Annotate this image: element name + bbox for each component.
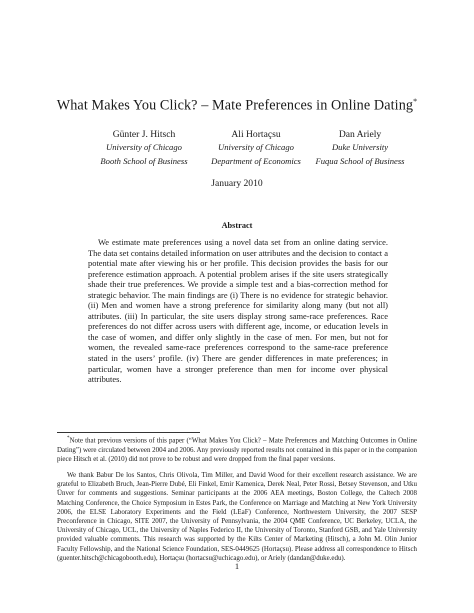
page-number: 1 [234,561,240,571]
footnote-text: Note that previous versions of this paper (“What Makes You Click? – Mate Preferences and Matching Outcomes in Online Dating”) were circulated between 2004 and 2006. Any previously reported results not contained in this paper or in the companion piece Hitsch et al. (2010) did not prove to be robust and were dropped from the final paper versions. [57,436,417,463]
author-name: Günter J. Hitsch [112,129,176,140]
paper-title [0,97,474,115]
paper-date: January 2010 [211,178,263,189]
author-affiliation: University of Chicago [218,142,294,153]
author-affiliation: University of Chicago [106,142,182,153]
abstract-body: We estimate mate preferences using a novel data set from an online dating service. The data set contains detailed information on user attributes and the decision to contact a potential mate after viewing his or her profile. This decision provides the basis for our preference estimation approach. A potential problem arises if the site users strategically shade their true preferences. We provide a simple test and a bias-correction method for strategic behavior. The main findings are (i) There is no evidence for strategic behavior. (ii) Men and women have a strong preference for similarity along many (but not all) attributes. (iii) In particular, the site users display strong same-race preferences. Race preferences do not differ across users with different age, income, or education levels in the case of women, and differ only slightly in the case of men. For men, but not for women, the revealed same-race preferences correspond to the same-race preference stated in the users’ profile. (iv) There are gender differences in mate preferences; in particular, women have a stronger preference than men for income over physical attributes. [88,237,388,385]
abstract-heading: Abstract [221,221,253,230]
author-block-ariely [294,128,426,168]
author-affiliation: Duke University [331,142,389,153]
author-name: Dan Ariely [338,129,382,140]
author-department: Booth School of Business [100,155,188,166]
author-department: Fuqua School of Business [315,155,405,166]
footnote-previous-versions [57,434,417,464]
footnote-rule [57,432,200,433]
author-department: Department of Economics [211,155,301,166]
footnote-mark: * [67,436,70,441]
title-footnote-mark: * [413,97,418,106]
paper-title-text: What Makes You Click? – Mate Preferences in Online Dating [56,97,414,114]
author-name: Ali Hortaçsu [231,129,281,140]
footnote-acknowledgments: We thank Babur De los Santos, Chris Olivola, Tim Miller, and David Wood for their excellent research assistance. We are grateful to Elizabeth Bruch, Jean-Pierre Dubé, Eli Finkel, Emir Kamenica, Derek Neal, Peter Rossi, Betsey Stevenson, and Utku Ünver for comments and suggestions. Seminar participants at the 2006 AEA meetings, Boston College, the Caltech 2008 Matching Conference, the Choice Symposium in Estes Park, the Conference on Marriage and Matching at New York University 2006, the ELSE Laboratory Experiments and the Field (LEaF) Conference, Northwestern University, the 2007 SESP Preconference in Chicago, SITE 2007, the University of Pennsylvania, the 2004 QME Conference, UC Berkeley, UCLA, the University of Chicago, UCL, the University of Naples Federico II, the University of Toronto, Stanford GSB, and Yale University provided valuable comments. This research was supported by the Kilts Center of Marketing (Hitsch), a John M. Olin Junior Faculty Fellowship, and the National Science Foundation, SES-0449625 (Hortaçsu). Please address all correspondence to Hitsch (guenter.hitsch@chicagobooth.edu), Hortaçsu (hortacsu@uchicago.edu), or Ariely (dandan@duke.edu). [57,471,417,562]
